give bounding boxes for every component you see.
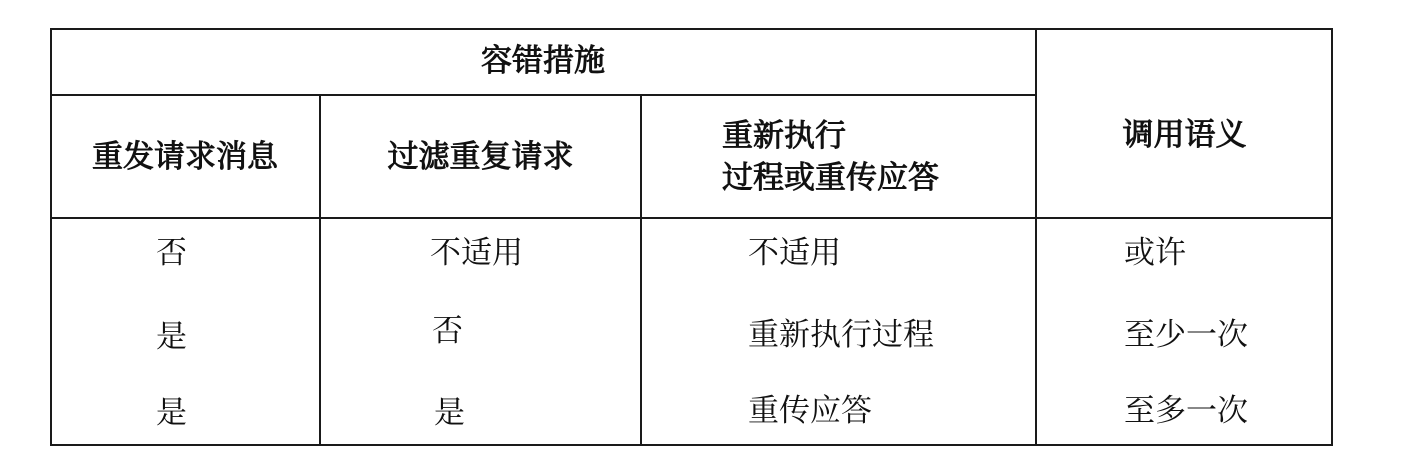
- row2-filter: 否: [432, 313, 463, 349]
- divider: [1035, 28, 1037, 446]
- row2-reexec: 重新执行过程: [748, 317, 934, 353]
- row1-semantics: 或许: [1124, 235, 1186, 271]
- row1-reexec: 不适用: [748, 235, 841, 271]
- column-header-reexec: 重新执行: [722, 118, 846, 154]
- row2-semantics: 至少一次: [1124, 317, 1248, 353]
- row3-semantics: 至多一次: [1124, 393, 1248, 429]
- column-header-semantics: 调用语义: [1122, 117, 1247, 153]
- row1-filter: 不适用: [430, 235, 523, 271]
- row3-reexec: 重传应答: [748, 393, 872, 429]
- row1-resend: 否: [156, 235, 187, 271]
- row3-filter: 是: [434, 395, 465, 431]
- row2-resend: 是: [156, 319, 187, 355]
- column-header-filter: 过滤重复请求: [387, 139, 574, 175]
- column-header-reexec-line2: 过程或重传应答: [722, 160, 939, 196]
- divider: [50, 217, 1333, 219]
- row3-resend: 是: [156, 395, 187, 431]
- divider: [50, 94, 1036, 96]
- column-header-resend: 重发请求消息: [92, 139, 278, 175]
- group-header: 容错措施: [481, 43, 605, 79]
